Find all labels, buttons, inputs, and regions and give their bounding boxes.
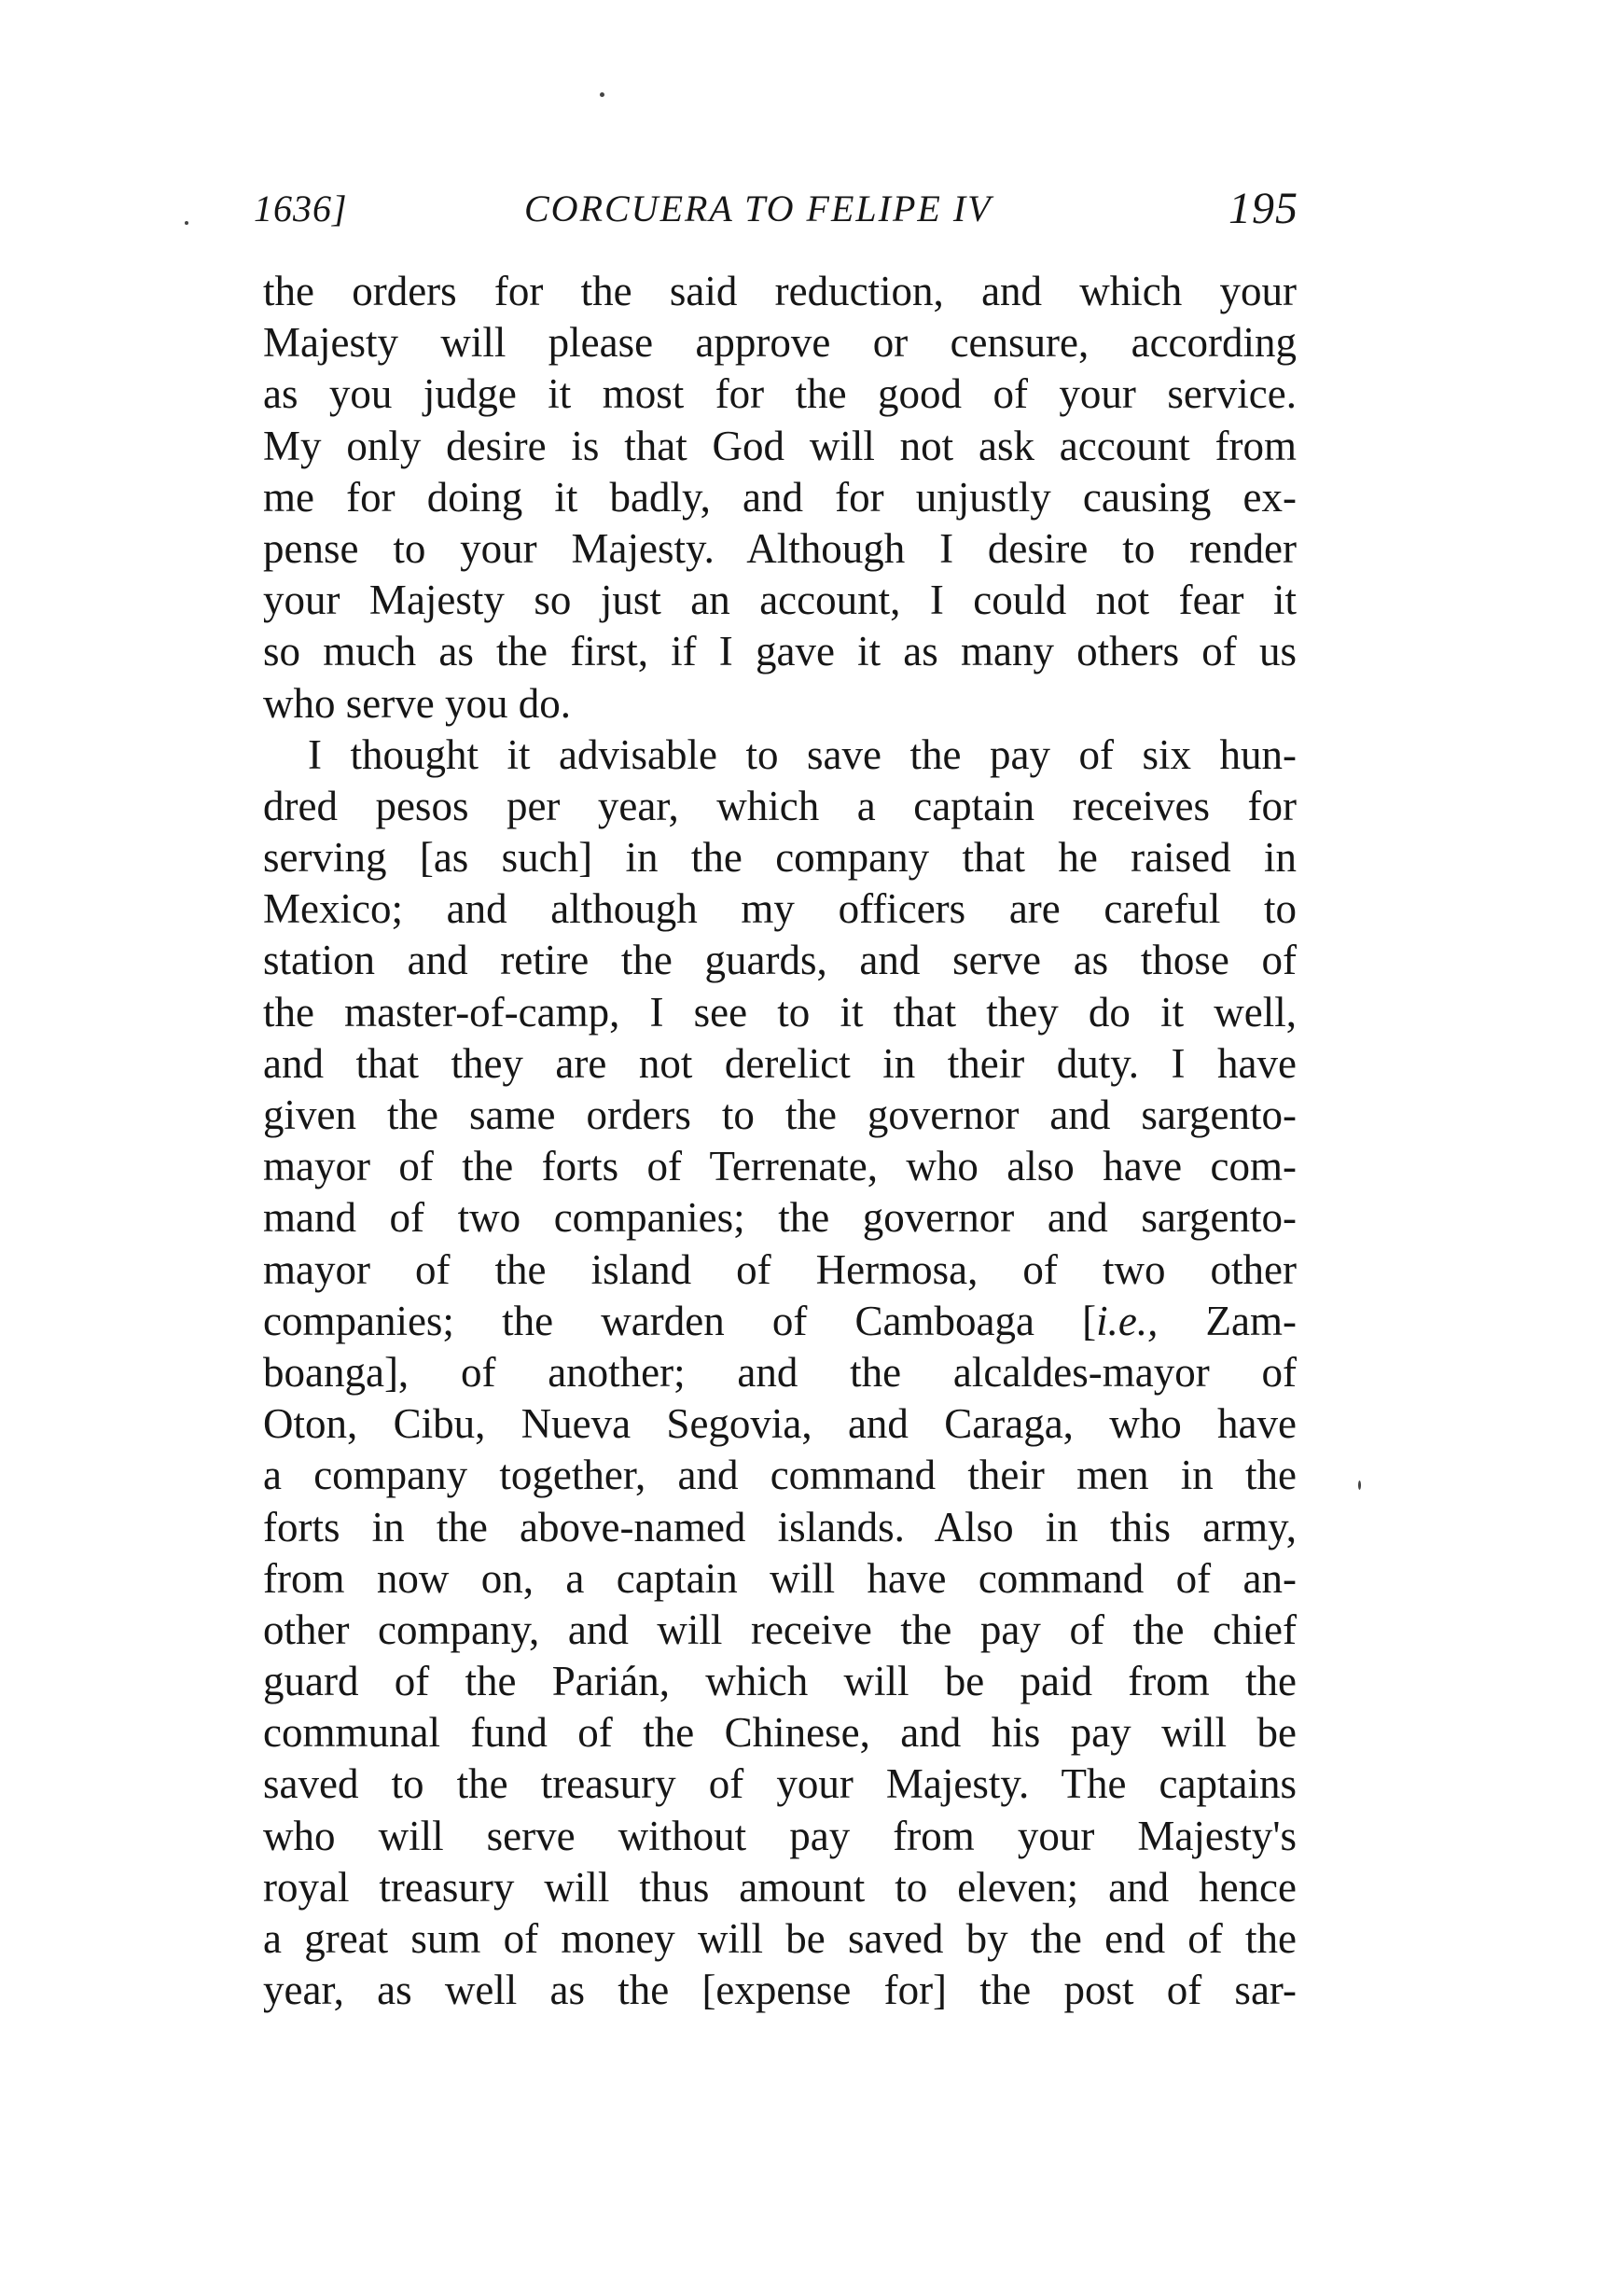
text-line: I thought it advisable to save the pay of six hun-	[308, 730, 1297, 778]
text-line: a company together, and command their men in the	[263, 1452, 1297, 1499]
text-line: as you judge it most for the good of your service.	[263, 370, 1297, 418]
scan-speck	[185, 221, 188, 225]
text-line: Oton, Cibu, Nueva Segovia, and Caraga, who have	[263, 1400, 1297, 1448]
scan-speck	[600, 92, 604, 97]
text-line: the orders for the said reduction, and which your	[263, 268, 1297, 314]
text-line: and that they are not derelict in their duty. I have	[263, 1039, 1297, 1087]
text-line: guard of the Parián, which will be paid from the	[263, 1658, 1297, 1705]
text-line: Majesty will please approve or censure, according	[263, 319, 1297, 367]
text-line: boanga], of another; and the alcaldes-mayor of	[263, 1348, 1297, 1396]
text-line: your Majesty so just an account, I could not fear it	[263, 577, 1297, 624]
page-number: 195	[1228, 184, 1298, 233]
text-line: station and retire the guards, and serve as those of	[263, 937, 1297, 984]
text-line: given the same orders to the governor and sargento-	[263, 1091, 1297, 1138]
text-line: communal fund of the Chinese, and his pay will be	[263, 1709, 1297, 1757]
text-line: mand of two companies; the governor and sargento-	[263, 1194, 1297, 1242]
text-line: year, as well as the [expense for] the post of sar-	[263, 1967, 1297, 2014]
text-line: dred pesos per year, which a captain receives for	[263, 782, 1297, 829]
text-line: who serve you do.	[263, 679, 571, 727]
text-line: My only desire is that God will not ask account from	[263, 422, 1297, 469]
text-line: a great sum of money will be saved by the end of the	[263, 1915, 1297, 1962]
text-line: so much as the first, if I gave it as many others of us	[263, 628, 1297, 675]
text-line: saved to the treasury of your Majesty. The captains	[263, 1760, 1297, 1808]
running-head-title: CORCUERA TO FELIPE IV	[524, 188, 992, 229]
text-line: the master-of-camp, I see to it that they do it well,	[263, 988, 1297, 1036]
text-line: serving [as such] in the company that he raised in	[263, 834, 1297, 882]
text-line: mayor of the island of Hermosa, of two other	[263, 1245, 1297, 1293]
body-text	[263, 266, 1297, 2016]
text-line: royal treasury will thus amount to eleven; and hence	[263, 1863, 1297, 1911]
italic-abbreviation: i.e.,	[1096, 1297, 1159, 1344]
running-head-year: 1636]	[254, 188, 348, 229]
text-line: who will serve without pay from your Majesty's	[263, 1812, 1297, 1859]
text-line: from now on, a captain will have command of an-	[263, 1554, 1297, 1602]
text-line: Mexico; and although my officers are careful to	[263, 885, 1297, 933]
text-line: forts in the above-named islands. Also in this army,	[263, 1503, 1297, 1550]
text-line: mayor of the forts of Terrenate, who also have com-	[263, 1143, 1297, 1190]
scan-speck	[1358, 1481, 1361, 1490]
running-head	[254, 184, 1298, 243]
text-line: pense to your Majesty. Although I desire to render	[263, 524, 1297, 572]
text-line: other company, and will receive the pay of the chief	[263, 1606, 1297, 1653]
text-line: companies; the warden of Camboaga [i.e., Zam-	[263, 1297, 1297, 1344]
text-line: me for doing it badly, and for unjustly causing ex-	[263, 473, 1297, 521]
